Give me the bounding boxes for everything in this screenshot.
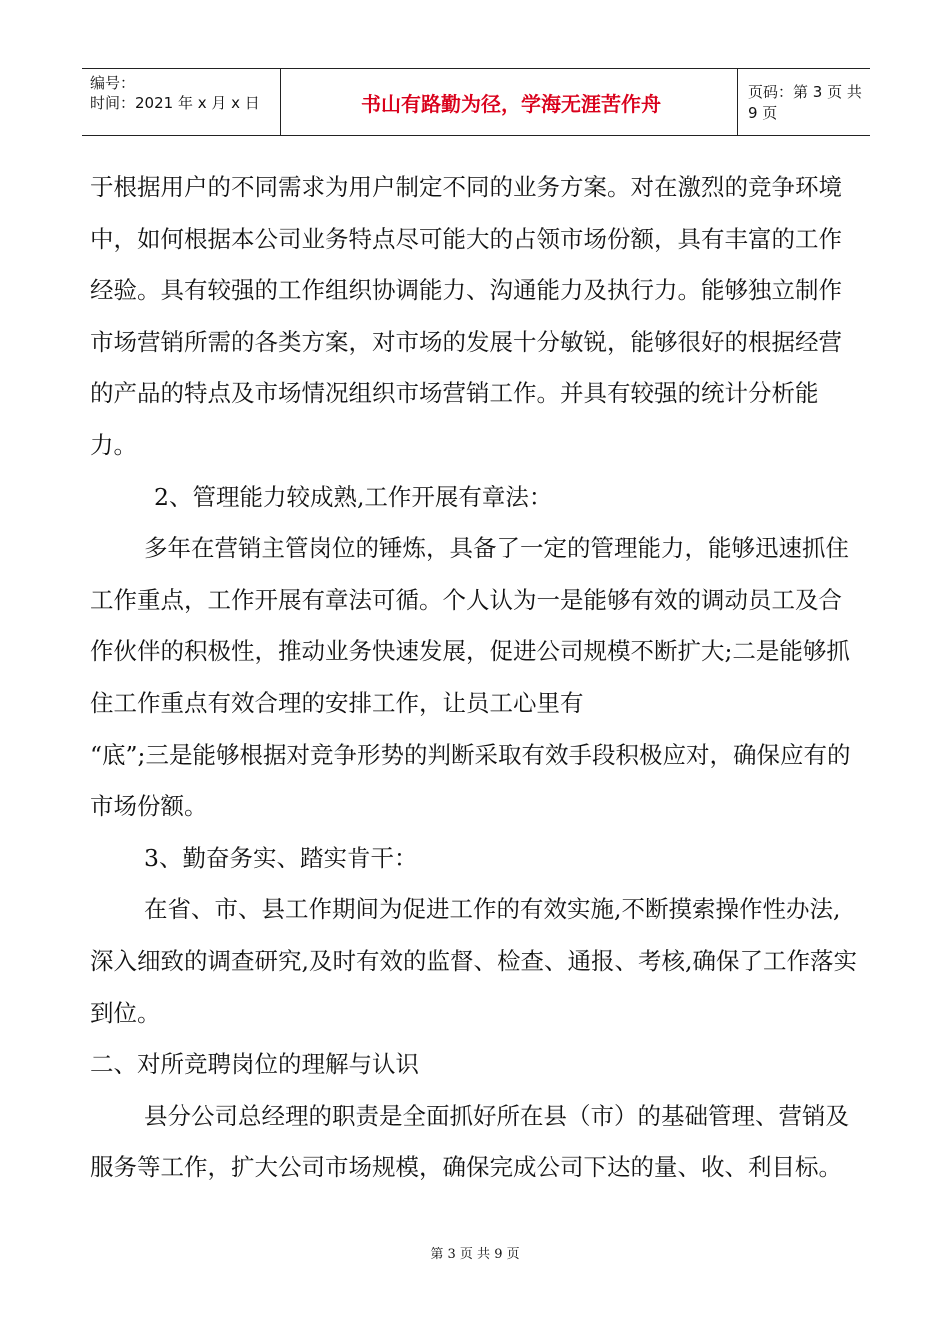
- header-motto: 书山有路勤为径，学海无涯苦作舟: [280, 69, 738, 135]
- document-body: [90, 162, 862, 1194]
- document-number-label: 编号：: [90, 74, 136, 92]
- section-heading: 2、管理能力较成熟,工作开展有章法：: [154, 482, 553, 511]
- header-meta: [82, 69, 280, 135]
- page-header: [82, 68, 870, 136]
- paragraph: 多年在营销主管岗位的锤炼，具备了一定的管理能力，能够迅速抓住工作重点，工作开展有章法可循。个人认为一是能够有效的调动员工及合作伙伴的积极性，推动业务快速发展，促进公司规模不断扩大;二是能够抓住工作重点有效合理的安排工作，让员工心里有: [90, 534, 850, 717]
- paragraph: 在省、市、县工作期间为促进工作的有效实施,不断摸索操作性办法,深入细致的调查研究,及时有效的监督、检查、通报、考核,确保了工作落实到位。: [90, 895, 857, 1027]
- section-heading: 3、勤奋务实、踏实肯干：: [144, 843, 418, 872]
- page-footer: 第 3 页 共 9 页: [430, 1247, 520, 1262]
- document-time-label: 时间：2021 年 x 月 x 日: [90, 94, 260, 112]
- paragraph: 县分公司总经理的职责是全面抓好所在县（市）的基础管理、营销及服务等工作，扩大公司市场规模，确保完成公司下达的量、收、利目标。: [90, 1101, 849, 1182]
- paragraph: “底”;三是能够根据对竞争形势的判断采取有效手段积极应对，确保应有的市场份额。: [90, 740, 851, 821]
- chapter-heading: 二、对所竞聘岗位的理解与认识: [90, 1050, 419, 1079]
- header-page-info: 页码：第 3 页 共 9 页: [748, 83, 862, 122]
- paragraph: 于根据用户的不同需求为用户制定不同的业务方案。对在激烈的竞争环境中，如何根据本公司业务特点尽可能大的占领市场份额，具有丰富的工作经验。具有较强的工作组织协调能力、沟通能力及执行力。能够独立制作市场营销所需的各类方案，对市场的发展十分敏锐，能够很好的根据经营的产品的特点及市场情况组织市场营销工作。并具有较强的统计分析能力。: [90, 173, 842, 459]
